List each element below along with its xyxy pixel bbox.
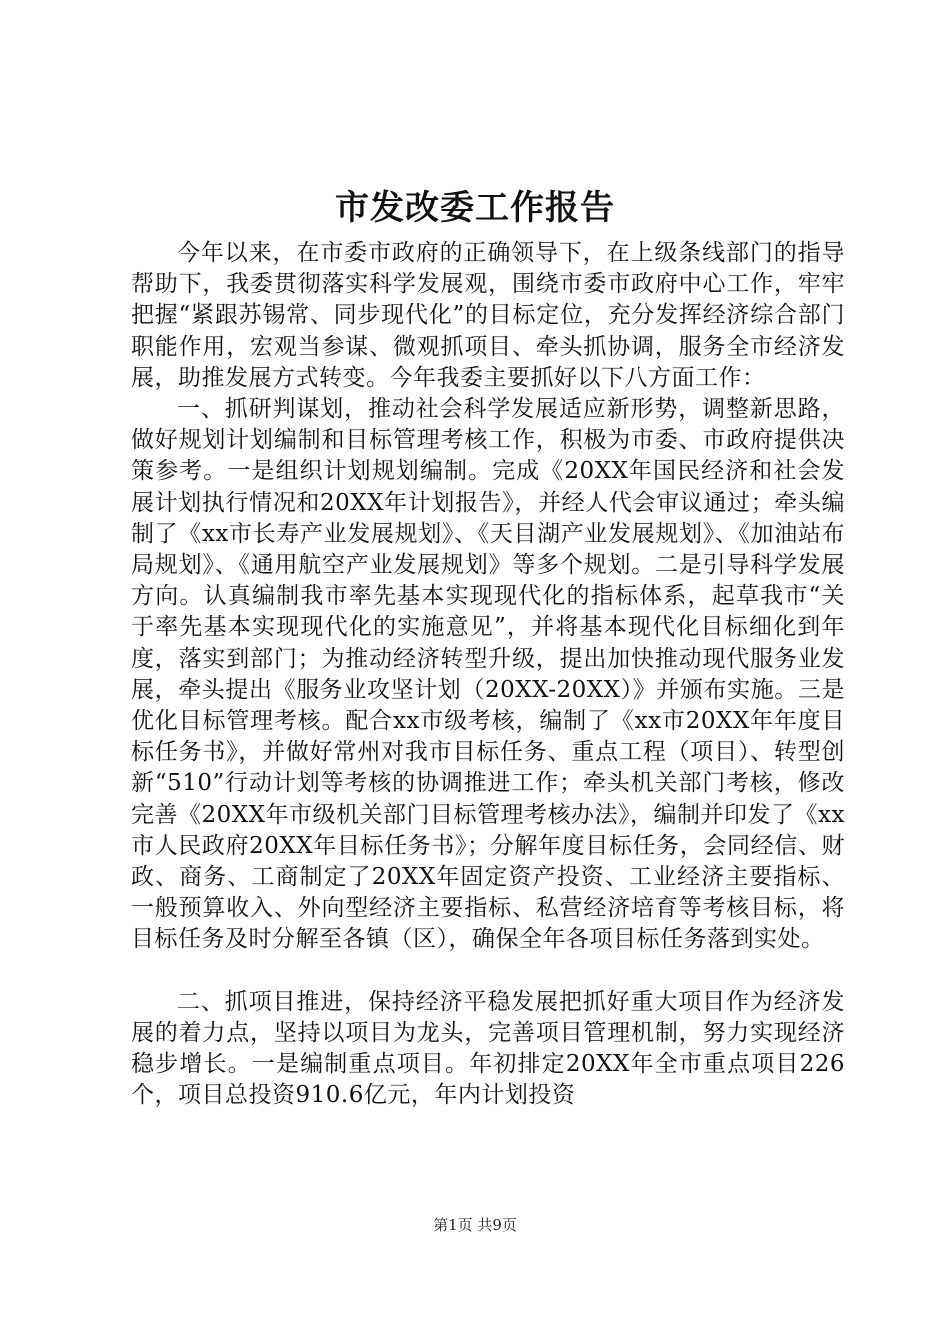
document-title: 市发改委工作报告 (335, 188, 615, 228)
paragraph-section-one: 一、抓研判谋划，推动社会科学发展适应新形势，调整新思路，做好规划计划编制和目标管理考核工作，积极为市委、市政府提供决策参考。一是组织计划规划编制。完成《20XX年国民经济和社会发展计划执行情况和20XX年计划报告》，并经人代会审议通过；牵头编制了《xx市长寿产业发展规划》、《天目湖产业发展规划》、《加油站布局规划》、《通用航空产业发展规划》等多个规划。二是引导科学发展方向。认真编制我市率先基本实现现代化的指标体系，起草我市“关于率先基本实现现代化的实施意见”，并将基本现代化目标细化到年度，落实到部门；为推动经济转型升级，提出加快推动现代服务业发展，牵头提出《服务业攻坚计划（20XX-20XX）》并颁布实施。三是优化目标管理考核。配合xx市级考核，编制了《xx市20XX年年度目标任务书》，并做好常州对我市目标任务、重点工程（项目）、转型创新“510”行动计划等考核的协调推进工作；牵头机关部门考核，修改完善《20XX年市级机关部门目标管理考核办法》，编制并印发了《xx市人民政府20XX年目标任务书》；分解年度目标任务，会同经信、财政、商务、工商制定了20XX年固定资产投资、工业经济主要指标、一般预算收入、外向型经济主要指标、私营经济培育等考核目标，将目标任务及时分解至各镇（区），确保全年各项目标任务落到实处。 (131, 396, 845, 953)
page-footer: 第1页 共9页 (433, 1216, 517, 1234)
paragraph-intro: 今年以来，在市委市政府的正确领导下，在上级条线部门的指导帮助下，我委贯彻落实科学发展观，围绕市委市政府中心工作，牢牢把握“紧跟苏锡常、同步现代化”的目标定位，充分发挥经济综合部门职能作用，宏观当参谋、微观抓项目、牵头抓协调，服务全市经济发展，助推发展方式转变。今年我委主要抓好以下八方面工作： (131, 240, 845, 391)
paragraph-section-two: 二、抓项目推进，保持经济平稳发展把抓好重大项目作为经济发展的着力点，坚持以项目为龙头，完善项目管理机制，努力实现经济稳步增长。一是编制重点项目。年初排定20XX年全市重点项目226个，项目总投资910.6亿元，年内计划投资 (131, 988, 845, 1109)
document-body (131, 238, 845, 1111)
